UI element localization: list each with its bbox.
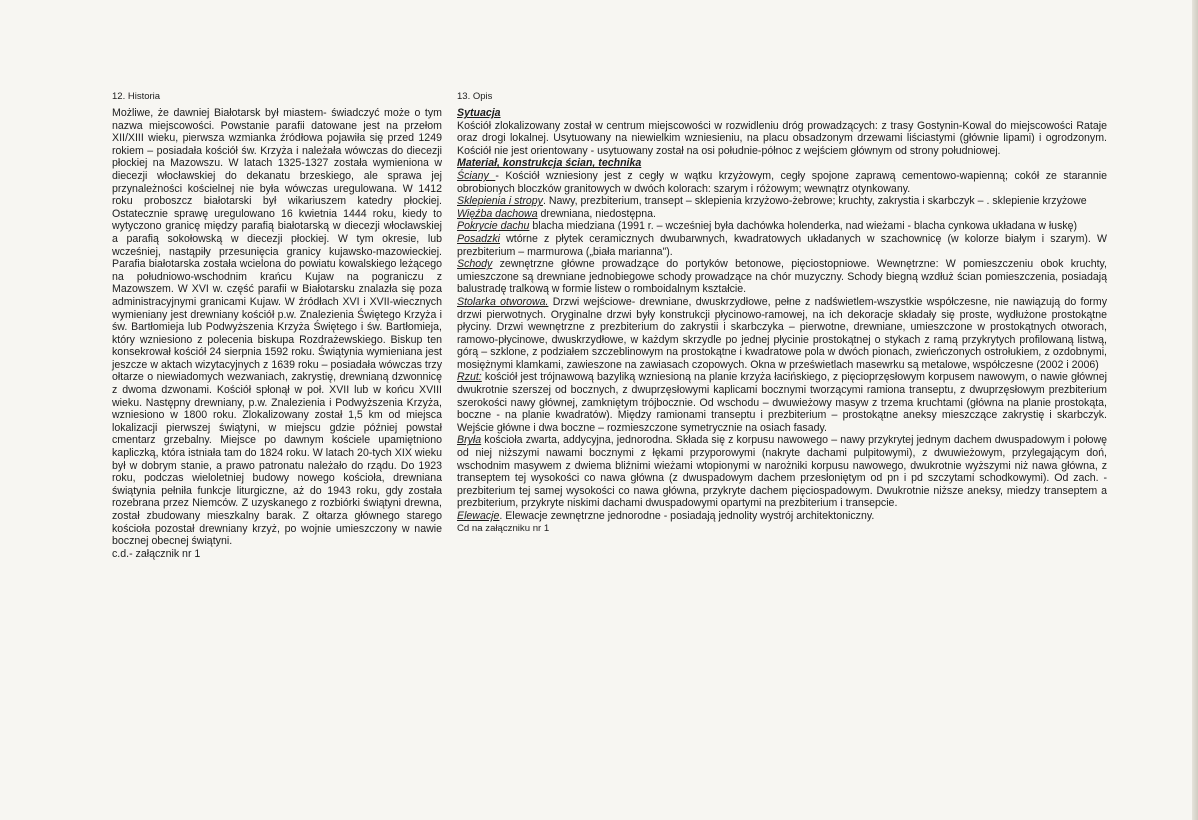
item-vaults [457, 195, 1107, 208]
item-label: Ściany [457, 169, 496, 182]
situation-heading: Sytuacja [457, 107, 501, 119]
item-roofing [457, 220, 1107, 233]
item-text: . Elewacje zewnętrzne jednorodne - posiadają jednolity wystrój architektoniczny. [499, 510, 875, 522]
item-text: kościół jest trójnawową bazyliką wzniesioną na planie krzyża łacińskiego, z pięcioprzęsłowym korpusem nawowym, o nawie głównej dwukrotnie szerszej od bocznych, z dwuprzęsłowymi kaplicami bocznymi tworzącymi ramiona transeptu, z dwuprzęsłowym prezbiterium szerokości nawy głównej, zamkniętym trójbocznie. Od wschodu – dwuwieżowy masyw z trzema kruchtami (główna na planie prostokąta, boczne - na planie kwadratów). Między ramionami transeptu i prezbiterium – prostokątne aneksy mieszczące zakrystię i skarbczyk. Wejście główne i dwa boczne – rozmieszczone symetrycznie na osiach fasady. [457, 371, 1107, 434]
item-label: Stolarka otworowa. [457, 295, 549, 308]
item-label: Sklepienia i stropy [457, 195, 543, 208]
item-walls [457, 170, 1107, 195]
material-heading: Materiał, konstrukcja ścian, technika [457, 157, 642, 170]
item-text: . Nawy, prezbiterium, transept – sklepienia krzyżowo-żebrowe; kruchty, zakrystia i skarbczyk – . sklepienie krzyżowe [542, 195, 1087, 208]
item-plan [457, 371, 1107, 434]
item-floors [457, 233, 1107, 258]
item-roof-truss [457, 208, 1107, 221]
history-column [112, 91, 442, 560]
item-label: Posadzki [457, 232, 500, 245]
history-body: Możliwe, że dawniej Białotarsk był miastem- świadczyć może o tym nazwa miejscowości. Powstanie parafii datowane jest na przełom XII/XIII wieku, pierwsza wzmianka źródłowa pojawiła się przed 1249 rokiem – posiadała kościół św. Krzyża i należała wówczas do diecezji płockiej na Mazowszu. W latach 1325-1327 została wymieniona w diecezji włocławskiej do dekanatu brzeskiego, ale sprawa jej przynależności kościelnej nie była wówczas uregulowana. W 1412 roku proboszcz białotarski był wikariuszem katedry płockiej. Ostatecznie sprawę uregulowano 16 kwietnia 1444 roku, kiedy to wytyczono granicę między parafią białotarską w diecezji włocławskiej a parafią sokołowską w diecezji płockiej. W tym okresie, lub wcześniej, nastąpiły przesunięcia granicy kujawsko-mazowieckiej. Parafia białotarska została wcielona do powiatu kowalskiego leżącego na południowo-wschodnim krańcu Kujaw na pograniczu z Mazowszem. W XVI w. część parafii w Białotarsku znalazła się poza administracyjnymi granicami Kujaw. W źródłach XVI i XVII-wiecznych wymieniany jest drewniany kościół p.w. Znalezienia Świętego Krzyża i św. Bartłomieja lub Podwyższenia Krzyża Świętego i św. Bartłomieja, który wzniesiono z polecenia biskupa Rozdrażewskiego. Biskup ten konsekrował kościół 24 sierpnia 1592 roku. Świątynia wymieniana jest jeszcze w aktach wizytacyjnych z 1639 roku – posiadała wówczas trzy ołtarze o niewiadomych wezwaniach, zakrystię, drewnianą dzwonnicę z dwoma dzwonami. Kościół spłonął w poł. XVII lub w końcu XVIII wieku. Następny drewniany, p.w. Znalezienia i Podwyższenia Krzyża, wzniesiono w 1800 roku. Zlokalizowany został 1,5 km od miejsca lokalizacji pierwszej świątyni, w miejscu gdzie później powstał cmentarz grzebalny. Miejsce po dawnym kościele upamiętniono kapliczką, która istniała tam do 1824 roku. W latach 20-tych XIX wieku był w dobrym stanie, a prawo patronatu należało do rządu. Do 1923 roku, podczas wieloletniej budowy nowego kościoła, drewniana świątynia pełniła funkcje liturgiczne, aż do 1943 roku, gdy została rozebrana przez Niemców. Z uzyskanego z rozbiórki świątyni drewna, został zbudowany mieszkalny barak. Z ołtarza głównego starego kościoła pozostał drewniany krzyż, po wojnie umieszczony w nawie bocznej obecnej świątyni. [112, 107, 442, 548]
description-header: 13. Opis [457, 91, 493, 102]
history-header: 12. Historia [112, 91, 161, 102]
item-label: Bryła [457, 434, 482, 447]
item-text: wtórne z płytek ceramicznych dwubarwnych, kwadratowych układanych w szachownicę (w kolorze białym i szarym). W prezbiterium – marmurowa („biała marianna"). [457, 232, 1107, 258]
item-text: drewniana, niedostępna. [537, 207, 656, 220]
item-label: Elewacje [457, 510, 500, 522]
scan-edge [1192, 0, 1198, 820]
item-massing [457, 434, 1107, 510]
item-elevations [457, 510, 1107, 523]
item-joinery [457, 296, 1107, 372]
item-text: zewnętrzne główne prowadzące do portyków betonowe, pięciostopniowe. Wewnętrzne: W pomieszczeniu obok kruchty, umieszczone są drewniane jednobiegowe schody prowadzące na chór muzyczny. Schody biegną wzdłuż ścian pomieszczenia, posiadają balustradę tralkową w formie listew o romboidalnym kształcie. [457, 258, 1107, 296]
item-label: Rzut: [457, 371, 482, 384]
item-label: Schody [457, 258, 493, 271]
item-text: kościoła zwarta, addycyjna, jednorodna. Składa się z korpusu nawowego – nawy przykrytej jednym dachem dwuspadowym i połowę od niej niższymi nawami bocznymi z łękami przyporowymi (nakryte dachami pulpitowymi), z dwuwieżowym, przylegającym doń, wschodnim masywem z dwiema bliźnimi wieżami wtopionymi w narożniki korpusu nawowego, dwukrotnie wyższymi niż nawa główna, z transeptem tej wysokości co nawa główna (z dwuspadowym dachem przesłoniętym od pn i pd szczytami schodkowymi). Od zach. - prezbiterium tej samej wysokości co nawa główna, przykryte dachem pięciospadowym. Dwukrotnie niższe aneksy, miedzy transeptem a prezbiterium, przykryte niskimi dachami dwuspadowymi opartymi na prezbiterium i transepcie. [457, 434, 1107, 510]
item-text: blacha miedziana (1991 r. – wcześniej była dachówka holenderka, nad wieżami - blacha cynkowa układana w łuskę) [529, 220, 1078, 233]
item-text: Drzwi wejściowe- drewniane, dwuskrzydłowe, pełne z nadświetlem-wszystkie współczesne, nie nawiązują do formy drzwi pierwotnych. Oryginalne drzwi były konstrukcji płycinowo-ramowej, na ich dekoracje składały się proste, wydłużone prostokątne płyciny. Drzwi wewnętrzne z prezbiterium do zakrystii i skarbczyka – pierwotne, drewniane, umieszczone w prostokątnych otworach, ramowo-płycinowe, dwuskrzydłowe, w każdym skrzydle po jednej płycinie prostokątnej o stykach z ramą przykrytych profilowaną listwą, górą – szklone, z podziałem szczeblinowym na prostokątne i kwadratowe pola w dwóch pionach, zwieńczonych ostrołukiem, z ozdobnymi, mosiężnymi klamkami, zawieszone na zawiasach czopowych. Okna w prześwietlach masewrku są metalowe, współczesne (2002 i 2006) [457, 295, 1107, 371]
description-column [457, 91, 1107, 535]
item-stairs [457, 258, 1107, 296]
history-continuation-note: c.d.- załącznik nr 1 [112, 547, 201, 560]
item-label: Pokrycie dachu [457, 220, 530, 233]
item-label: Więźba dachowa [457, 207, 538, 220]
description-continuation-note: Cd na załączniku nr 1 [457, 522, 550, 534]
item-text: - Kościół wzniesiony jest z cegły w wątku krzyżowym, cegły spojone zaprawą cementowo-wapienną; cokół ze starannie obrobionych bloczków granitowych w dwóch kolorach: szarym i różowym; wewnątrz otynkowany. [457, 169, 1107, 195]
situation-text: Kościół zlokalizowany został w centrum miejscowości w rozwidleniu dróg prowadzących: z trasy Gostynin-Kowal do miejscowości Rataje oraz drogi lokalnej. Usytuowany na niewielkim wzniesieniu, na placu obsadzonym drzewami liściastymi (głównie lipami) i ogrodzonym. Kościół nie jest orientowany - usytuowany został na osi południe-północ z wejściem głównym od strony południowej. [457, 119, 1107, 157]
